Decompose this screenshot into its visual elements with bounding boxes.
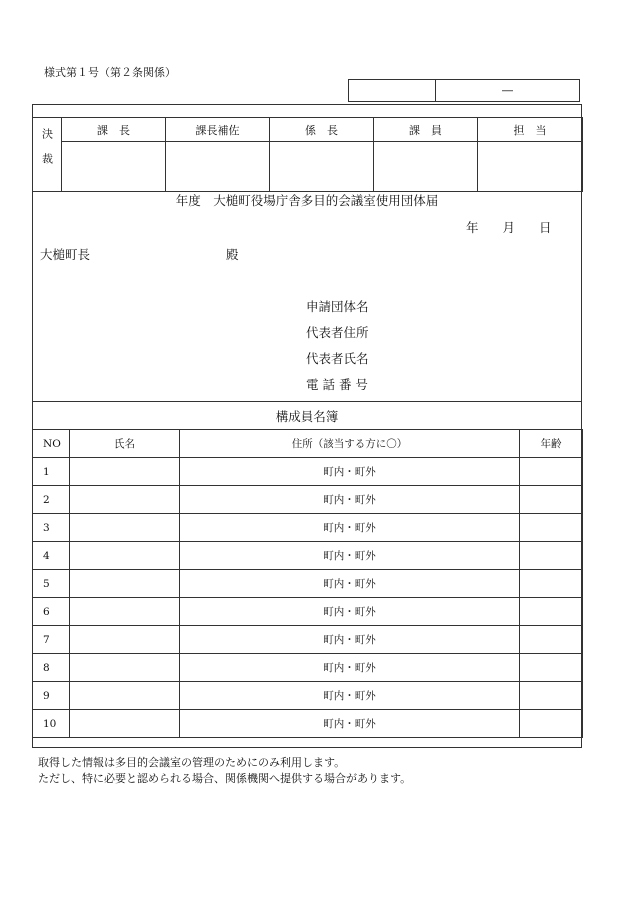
- approval-header-deputy-chief: 課長補佐: [166, 118, 270, 142]
- table-row: [33, 570, 583, 598]
- header-address: 住所（該当する方に〇）: [180, 430, 520, 458]
- reference-number-box: [348, 79, 580, 102]
- member-name-cell[interactable]: [70, 682, 180, 710]
- member-address-option[interactable]: 町内・町外: [180, 626, 520, 654]
- approval-header-staff: 課 員: [374, 118, 478, 142]
- member-address-option[interactable]: 町内・町外: [180, 542, 520, 570]
- header-no: NO: [33, 430, 70, 458]
- header-name: 氏名: [70, 430, 180, 458]
- applicant-rep-address-label: 代表者住所: [306, 325, 369, 340]
- submission-date: [466, 218, 552, 236]
- applicant-phone-label: 電 話 番 号: [306, 377, 368, 392]
- member-name-cell[interactable]: [70, 654, 180, 682]
- table-row: [33, 486, 583, 514]
- member-name-cell[interactable]: [70, 570, 180, 598]
- member-no: 6: [33, 598, 70, 626]
- member-no: 9: [33, 682, 70, 710]
- member-no: 5: [33, 570, 70, 598]
- approval-stamp-cell[interactable]: [166, 142, 270, 192]
- member-no: 10: [33, 710, 70, 738]
- privacy-note-1: 取得した情報は多目的会議室の管理のためにのみ利用します。: [38, 756, 346, 769]
- addressee-honorific: 殿: [226, 247, 239, 262]
- approval-stamp-cell[interactable]: [374, 142, 478, 192]
- member-address-option[interactable]: 町内・町外: [180, 598, 520, 626]
- member-age-cell[interactable]: [520, 598, 583, 626]
- header-age: 年齢: [520, 430, 583, 458]
- member-address-option[interactable]: 町内・町外: [180, 682, 520, 710]
- member-no: 4: [33, 542, 70, 570]
- table-row: [33, 542, 583, 570]
- member-age-cell[interactable]: [520, 654, 583, 682]
- member-no: 3: [33, 514, 70, 542]
- member-address-option[interactable]: 町内・町外: [180, 514, 520, 542]
- approval-stamp-cell[interactable]: [62, 142, 166, 192]
- table-row: [33, 514, 583, 542]
- member-no: 7: [33, 626, 70, 654]
- member-age-cell[interactable]: [520, 514, 583, 542]
- member-name-cell[interactable]: [70, 458, 180, 486]
- member-no: 2: [33, 486, 70, 514]
- table-row: [33, 682, 583, 710]
- member-address-option[interactable]: 町内・町外: [180, 486, 520, 514]
- applicant-rep-name-label: 代表者氏名: [306, 351, 369, 366]
- approval-side-label: 決裁: [33, 118, 62, 192]
- member-age-cell[interactable]: [520, 682, 583, 710]
- approval-stamp-cell[interactable]: [478, 142, 583, 192]
- approval-header-section-chief: 課 長: [62, 118, 166, 142]
- approval-stamp-cell[interactable]: [270, 142, 374, 192]
- member-age-cell[interactable]: [520, 710, 583, 738]
- approval-header-unit-chief: 係 長: [270, 118, 374, 142]
- table-row: [33, 626, 583, 654]
- date-year[interactable]: 年: [466, 220, 479, 235]
- member-name-cell[interactable]: [70, 626, 180, 654]
- member-address-option[interactable]: 町内・町外: [180, 458, 520, 486]
- date-month[interactable]: 月: [502, 220, 516, 235]
- member-list-title: 構成員名簿: [32, 401, 582, 429]
- member-address-option[interactable]: 町内・町外: [180, 654, 520, 682]
- reference-number-separator: ―: [502, 84, 513, 97]
- member-no: 1: [33, 458, 70, 486]
- table-row: [33, 598, 583, 626]
- member-address-option[interactable]: 町内・町外: [180, 570, 520, 598]
- member-list-table: [32, 429, 583, 738]
- form-title: 年度 大槌町役場庁舎多目的会議室使用団体届: [175, 193, 439, 208]
- member-name-cell[interactable]: [70, 710, 180, 738]
- date-day[interactable]: 日: [539, 220, 552, 235]
- applicant-group-name-label: 申請団体名: [306, 299, 369, 314]
- member-age-cell[interactable]: [520, 626, 583, 654]
- approval-header-in-charge: 担 当: [478, 118, 583, 142]
- member-name-cell[interactable]: [70, 542, 180, 570]
- approval-table: [32, 117, 583, 192]
- table-row: [33, 710, 583, 738]
- form-number: 様式第１号（第２条関係）: [44, 66, 176, 79]
- member-age-cell[interactable]: [520, 570, 583, 598]
- member-name-cell[interactable]: [70, 598, 180, 626]
- member-age-cell[interactable]: [520, 542, 583, 570]
- table-row: [33, 458, 583, 486]
- member-age-cell[interactable]: [520, 458, 583, 486]
- privacy-note-2: ただし、特に必要と認められる場合、関係機関へ提供する場合があります。: [38, 772, 412, 785]
- table-row: [33, 654, 583, 682]
- member-name-cell[interactable]: [70, 486, 180, 514]
- member-address-option[interactable]: 町内・町外: [180, 710, 520, 738]
- member-age-cell[interactable]: [520, 486, 583, 514]
- member-name-cell[interactable]: [70, 514, 180, 542]
- addressee-mayor: 大槌町長: [40, 247, 91, 262]
- member-table-header: [33, 430, 583, 458]
- reference-number-cell[interactable]: [349, 80, 436, 101]
- member-no: 8: [33, 654, 70, 682]
